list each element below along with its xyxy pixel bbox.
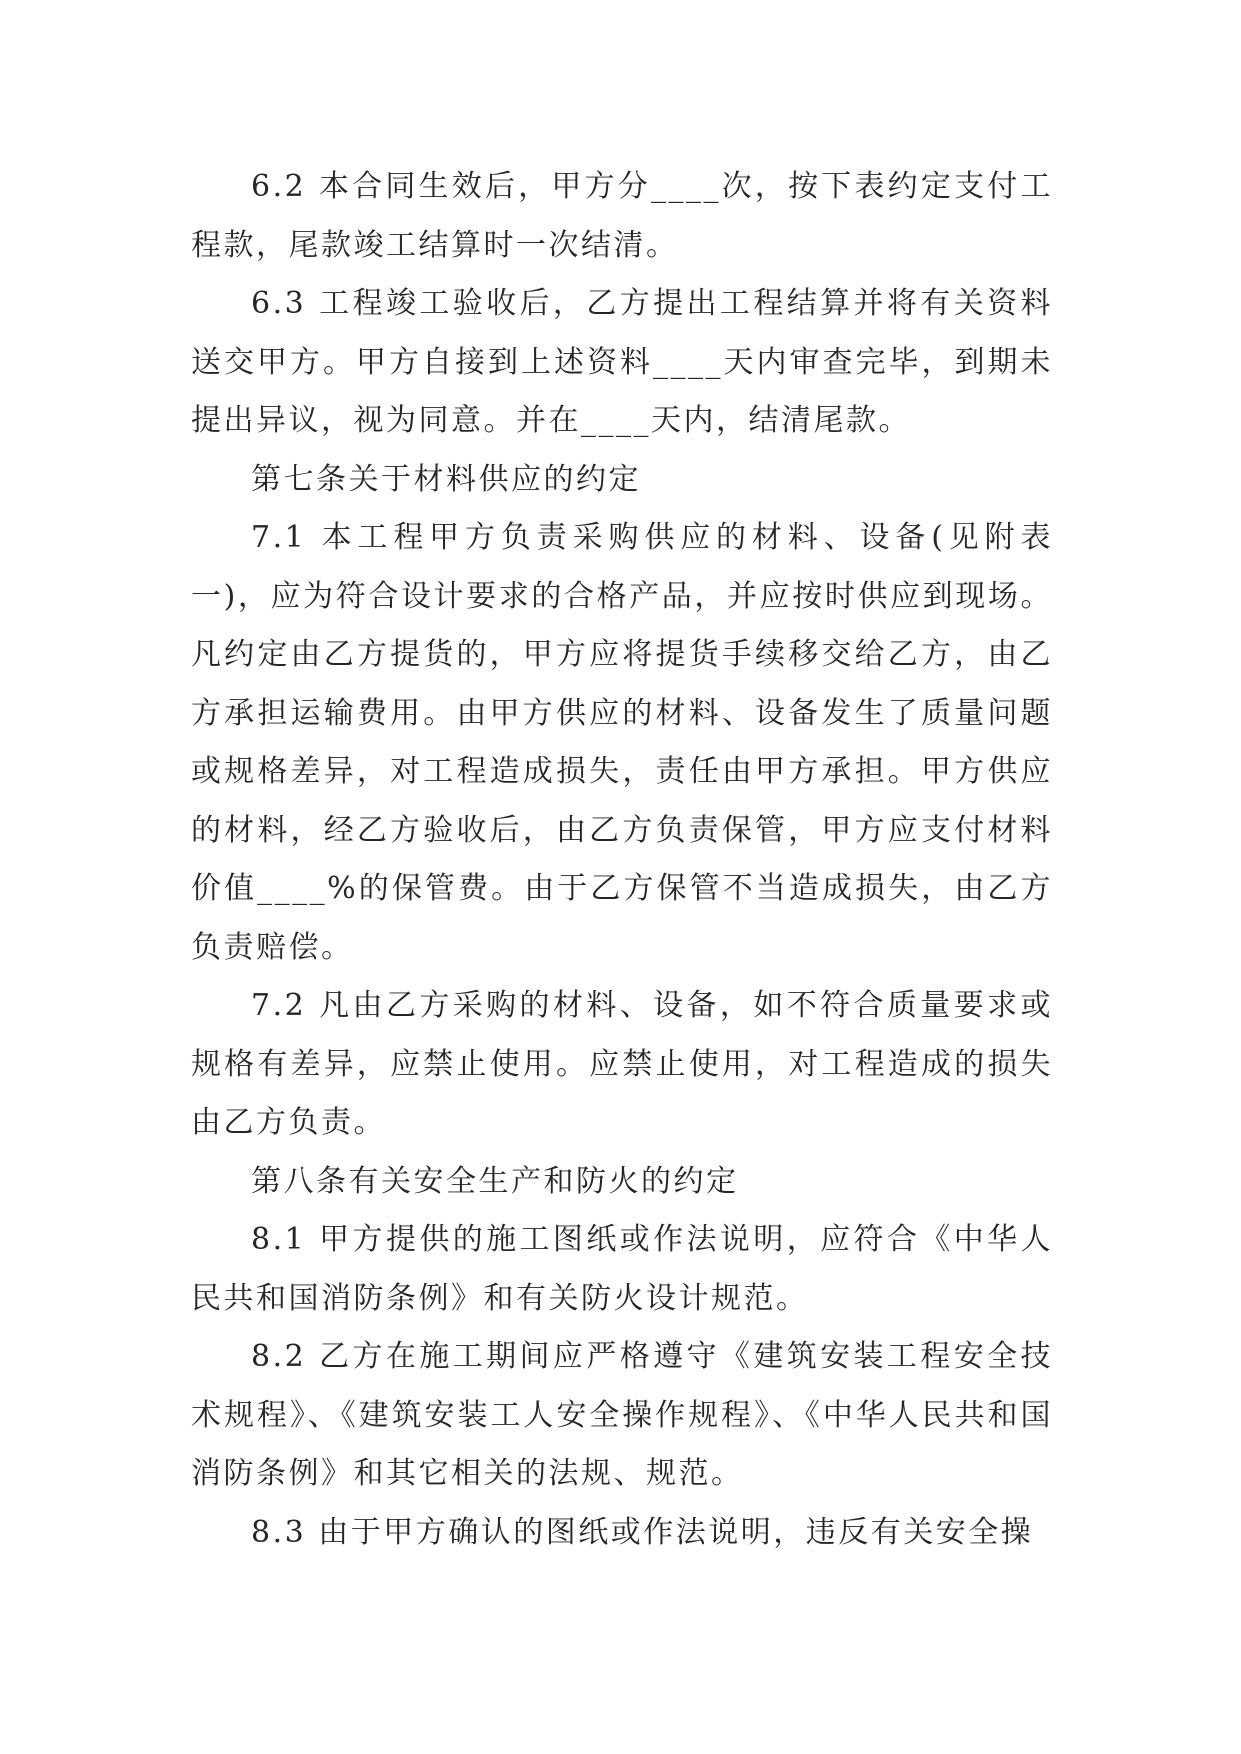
clause-8-1: 8.1 甲方提供的施工图纸或作法说明，应符合《中华人民共和国消防条例》和有关防火设计规范。 xyxy=(191,1222,1053,1316)
article-7-heading: 第七条关于材料供应的约定 xyxy=(251,461,641,497)
clause-6-3: 6.3 工程竣工验收后，乙方提出工程结算并将有关资料送交甲方。甲方自接到上述资料____天内审查完毕，到期未提出异议，视为同意。并在____天内，结清尾款。 xyxy=(191,286,1053,438)
clause-8-2: 8.2 乙方在施工期间应严格遵守《建筑安装工程安全技术规程》、《建筑安装工人安全操作规程》、《中华人民共和国消防条例》和其它相关的法规、规范。 xyxy=(191,1339,1053,1491)
clause-7-2: 7.2 凡由乙方采购的材料、设备，如不符合质量要求或规格有差异，应禁止使用。应禁止使用，对工程造成的损失由乙方负责。 xyxy=(191,988,1053,1140)
article-8-heading: 第八条有关安全生产和防火的约定 xyxy=(251,1163,739,1199)
clause-8-3: 8.3 由于甲方确认的图纸或作法说明，违反有关安全操 xyxy=(251,1514,1034,1550)
clause-6-2: 6.2 本合同生效后，甲方分____次，按下表约定支付工程款，尾款竣工结算时一次结清。 xyxy=(191,169,1053,263)
clause-7-1: 7.1 本工程甲方负责采购供应的材料、设备(见附表一)，应为符合设计要求的合格产品，并应按时供应到现场。凡约定由乙方提货的，甲方应将提货手续移交给乙方，由乙方承担运输费用。由甲方供应的材料、设备发生了质量问题或规格差异，对工程造成损失，责任由甲方承担。甲方供应的材料，经乙方验收后，由乙方负责保管，甲方应支付材料价值____%的保管费。由于乙方保管不当造成损失，由乙方负责赔偿。 xyxy=(191,520,1053,965)
document-page xyxy=(191,158,1053,1562)
